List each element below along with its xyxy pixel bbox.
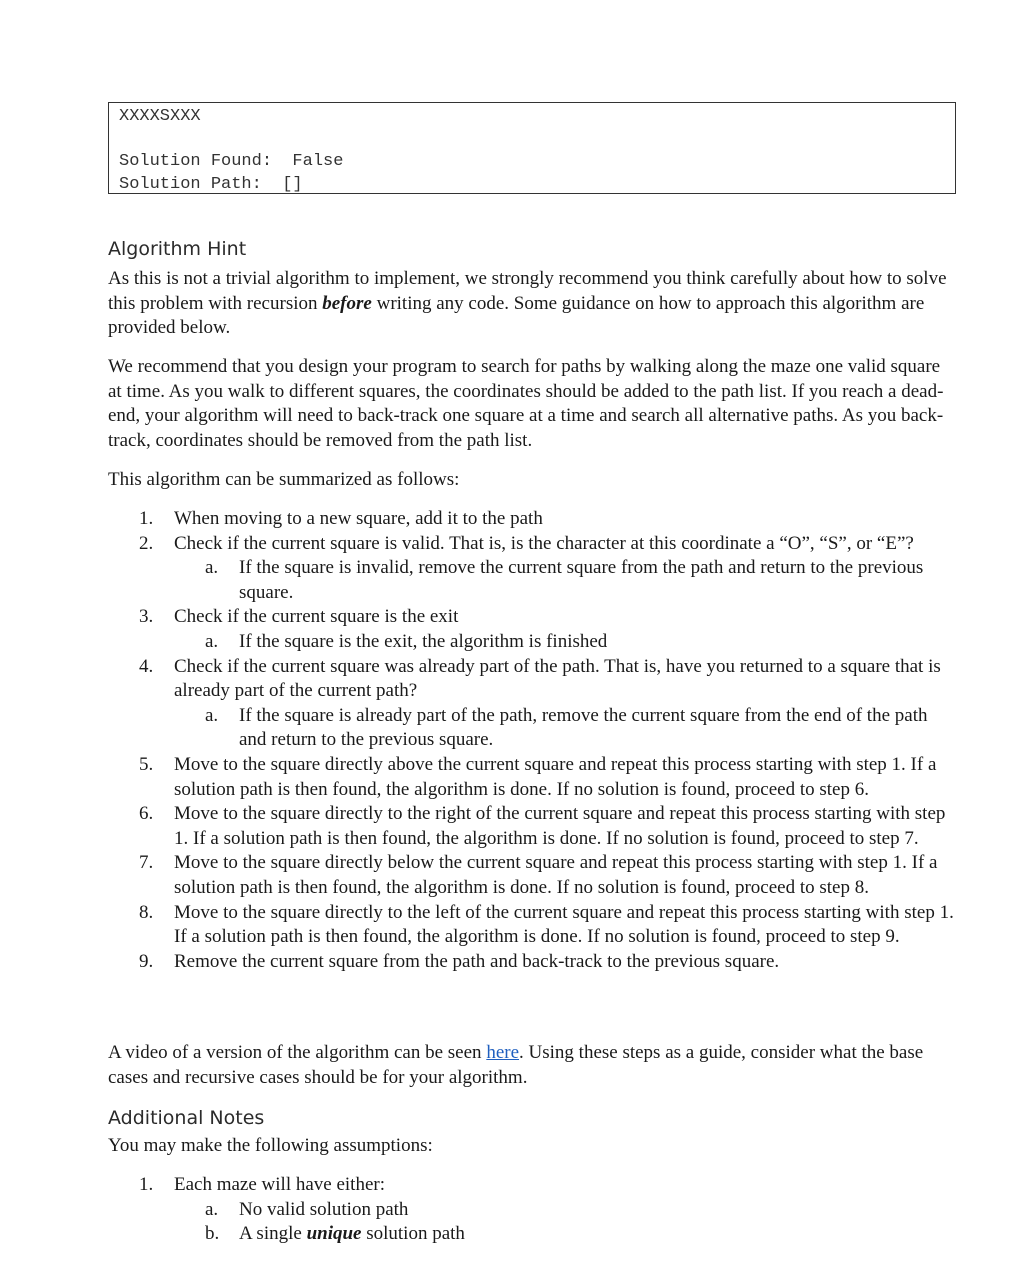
assumption-sub-emphasis: unique <box>306 1223 362 1245</box>
substep-text: If the square is the exit, the algorithm is finished <box>239 630 608 652</box>
algorithm-steps-list <box>108 507 958 974</box>
hint-paragraph-1 <box>108 267 948 341</box>
code-output-box <box>108 102 956 194</box>
step-number: 4. <box>139 655 154 677</box>
hint-p1-end: writing any code. Some guidance on how to approach this algorithm are provided below. <box>108 292 925 339</box>
step-number: 6. <box>139 803 154 825</box>
substep-letter: a. <box>205 630 219 652</box>
substep-letter: a. <box>205 557 219 579</box>
step-number: 7. <box>139 852 154 874</box>
step-text: When moving to a new square, add it to the path <box>174 508 543 529</box>
assumptions-intro: You may make the following assumptions: <box>108 1135 433 1156</box>
substep-item <box>108 704 958 753</box>
video-text-start: A video of a version of the algorithm can be seen <box>108 1042 487 1063</box>
step-text: Move to the square directly to the right of the current square and repeat this process starting with step 1. If a solution path is then found, the algorithm is done. If no solution is found, proceed to step 7. <box>174 803 946 849</box>
code-line-maze: XXXXSXXX <box>119 107 201 126</box>
substep-item <box>108 630 958 655</box>
step-text: Move to the square directly to the left of the current square and repeat this process starting with step 1. If a solution path is then found, the algorithm is done. If no solution is found, proceed to step 9. <box>174 901 954 948</box>
step-item <box>108 532 958 557</box>
algorithm-hint-heading: Algorithm Hint <box>108 238 247 260</box>
assumption-sub-text-start: A single <box>239 1223 307 1245</box>
step-item <box>108 851 958 900</box>
substep-item <box>108 556 958 605</box>
substep-letter: a. <box>205 704 219 726</box>
step-text: Remove the current square from the path and back-track to the previous square. <box>174 950 780 972</box>
substep-text: If the square is already part of the path, remove the current square from the end of the path and return to the previous square. <box>239 704 928 751</box>
video-link[interactable]: here <box>486 1042 520 1063</box>
assumption-subitem <box>108 1222 958 1247</box>
step-number: 1. <box>139 508 154 529</box>
step-item <box>108 655 958 704</box>
assumption-sub-letter: a. <box>205 1198 219 1220</box>
hint-p1-emphasis: before <box>322 292 372 314</box>
step-text: Check if the current square is the exit <box>174 606 459 628</box>
assumptions-list <box>108 1173 958 1247</box>
hint-p1-start: As this is not a trivial algorithm to implement, we strongly recommend you think carefully about how to solve this problem with recursion <box>108 268 947 314</box>
assumption-item <box>108 1173 958 1198</box>
step-item <box>108 507 958 532</box>
step-text: Check if the current square was already part of the path. That is, have you returned to a square that is already part of the current path? <box>174 655 941 702</box>
assumption-number: 1. <box>139 1174 154 1195</box>
step-number: 2. <box>139 532 154 554</box>
assumption-sub-text-end: solution path <box>361 1223 465 1245</box>
hint-paragraph-3: This algorithm can be summarized as follows: <box>108 469 460 490</box>
step-number: 5. <box>139 753 154 775</box>
video-text-end: . Using these steps as a guide, consider what the base cases and recursive cases should be for your algorithm. <box>108 1042 924 1088</box>
hint-paragraph-2: We recommend that you design your program to search for paths by walking along the maze one valid square at time. As you walk to different squares, the coordinates should be added to the path list. If you reach a dead-end, your algorithm will need to back-track one square at a time and search all alternative paths. As you back-track, coordinates should be removed from the path list. <box>108 356 944 451</box>
code-blank-line <box>119 128 955 150</box>
step-number: 3. <box>139 606 154 628</box>
assumption-sub-letter: b. <box>205 1223 220 1245</box>
video-paragraph <box>108 1041 948 1090</box>
step-item <box>108 605 958 630</box>
step-text: Move to the square directly above the current square and repeat this process starting with step 1. If a solution path is then found, the algorithm is done. If no solution is found, proceed to step 6. <box>174 753 937 800</box>
code-line-solution-found: Solution Found: False <box>119 152 344 171</box>
step-item <box>108 950 958 975</box>
step-number: 8. <box>139 901 154 923</box>
step-item <box>108 901 958 950</box>
assumption-sub-text: No valid solution path <box>239 1198 409 1220</box>
code-line-solution-path: Solution Path: [] <box>119 175 303 194</box>
additional-notes-heading: Additional Notes <box>108 1107 265 1129</box>
assumption-subitem <box>108 1198 958 1223</box>
step-number: 9. <box>139 950 154 972</box>
step-text: Check if the current square is valid. That is, is the character at this coordinate a “O”, “S”, or “E”? <box>174 532 914 554</box>
step-item <box>108 753 958 802</box>
step-text: Move to the square directly below the current square and repeat this process starting with step 1. If a solution path is then found, the algorithm is done. If no solution is found, proceed to step 8. <box>174 852 938 898</box>
substep-text: If the square is invalid, remove the current square from the path and return to the previous square. <box>239 557 924 603</box>
step-item <box>108 802 958 851</box>
assumption-text: Each maze will have either: <box>174 1174 386 1195</box>
